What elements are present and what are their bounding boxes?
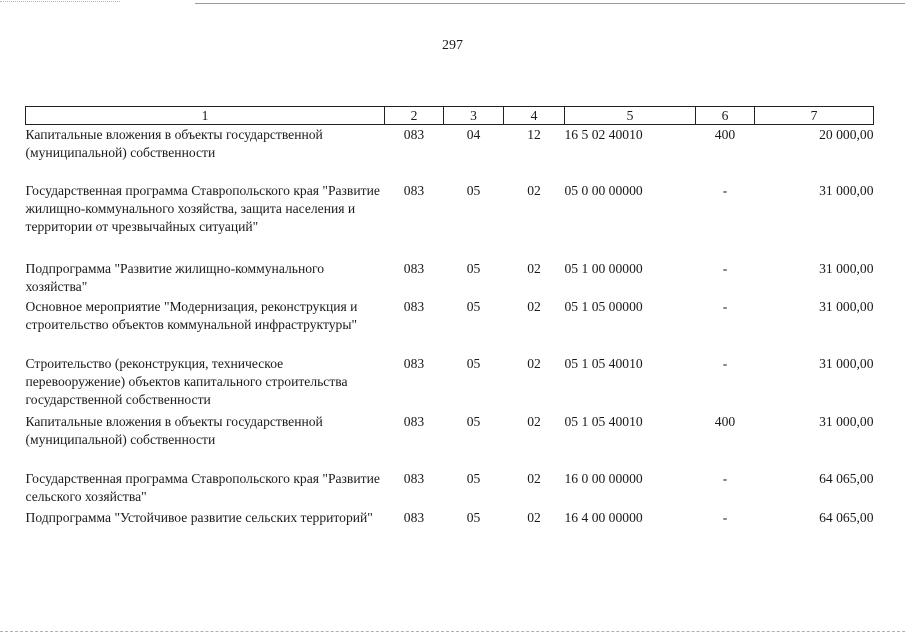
row-subsection-code: 02 [527,182,541,198]
row-amount: 31 000,00 [819,413,874,429]
row-name: Капитальные вложения в объекты государственной (муниципальной) собственности [25,413,323,447]
row-name: Подпрограмма "Устойчивое развитие сельских территорий" [25,509,373,525]
table-row [26,181,874,259]
row-ministry-code: 083 [403,182,425,198]
row-subsection-code: 02 [527,413,541,429]
row-target-code: 16 0 00 00000 [564,470,643,486]
row-expense-type: 400 [714,127,736,142]
row-subsection-code: 02 [527,260,541,276]
table-row [26,354,874,412]
row-target-code: 05 1 05 40010 [564,413,643,429]
budget-table [25,106,874,546]
row-subsection-code: 02 [527,470,541,486]
row-name: Государственная программа Ставропольского края "Развитие жилищно-коммунального хозяйства, защита населения и территории от чрезвычайных ситуаций" [25,182,380,234]
page-number: 297 [442,38,463,53]
column-header-3: 3 [444,107,504,125]
scan-artifact-top-dots [0,1,120,6]
row-section-code: 05 [466,413,481,429]
row-ministry-code: 083 [403,413,425,429]
row-target-code: 05 1 05 40010 [564,355,643,371]
column-header-1: 1 [26,107,385,125]
row-section-code: 05 [466,298,481,314]
row-ministry-code: 083 [403,470,425,486]
row-name: Строительство (реконструкция, техническое перевооружение) объектов капитального строительства государственной собственности [25,355,348,407]
row-expense-type: 400 [714,413,736,429]
column-header-7: 7 [755,107,874,125]
table-row [26,297,874,354]
row-section-code: 04 [466,127,481,142]
row-ministry-code: 083 [403,355,425,371]
table-row [26,259,874,297]
row-target-code: 05 0 00 00000 [564,182,643,198]
row-ministry-code: 083 [403,127,425,142]
row-section-code: 05 [466,355,481,371]
row-amount: 31 000,00 [819,355,874,371]
table-row [26,125,874,181]
column-header-6: 6 [696,107,755,125]
row-name: Подпрограмма "Развитие жилищно-коммунального хозяйства" [25,260,325,294]
row-target-code: 16 5 02 40010 [564,127,643,142]
row-target-code: 16 4 00 00000 [564,509,643,525]
row-amount: 31 000,00 [819,298,874,314]
row-amount: 31 000,00 [819,260,874,276]
row-amount: 20 000,00 [819,127,874,142]
row-expense-type: - [722,509,728,525]
row-ministry-code: 083 [403,298,425,314]
row-expense-type: - [722,182,728,198]
row-subsection-code: 02 [527,298,541,314]
row-subsection-code: 12 [527,127,541,142]
row-ministry-code: 083 [403,260,425,276]
table-row [26,412,874,469]
row-target-code: 05 1 00 00000 [564,260,643,276]
row-subsection-code: 02 [527,509,541,525]
row-ministry-code: 083 [403,509,425,525]
row-amount: 64 065,00 [819,470,874,486]
row-name: Государственная программа Ставропольского края "Развитие сельского хозяйства" [25,470,380,504]
row-amount: 31 000,00 [819,182,874,198]
row-section-code: 05 [466,470,481,486]
row-expense-type: - [722,260,728,276]
row-section-code: 05 [466,182,481,198]
table-header-row [26,107,874,125]
column-header-4: 4 [504,107,565,125]
row-target-code: 05 1 05 00000 [564,298,643,314]
row-amount: 64 065,00 [819,509,874,525]
column-header-5: 5 [565,107,696,125]
row-expense-type: - [722,470,728,486]
row-section-code: 05 [466,509,481,525]
column-header-2: 2 [385,107,444,125]
table-row [26,508,874,546]
row-section-code: 05 [466,260,481,276]
scan-artifact-bottom-line [0,631,905,632]
row-subsection-code: 02 [527,355,541,371]
row-name: Основное мероприятие "Модернизация, реконструкция и строительство объектов коммунальной инфраструктуры" [25,298,358,332]
table-row [26,469,874,508]
row-expense-type: - [722,298,728,314]
scan-artifact-top-line [195,3,905,4]
row-expense-type: - [722,355,728,371]
row-name: Капитальные вложения в объекты государственной (муниципальной) собственности [25,127,323,160]
